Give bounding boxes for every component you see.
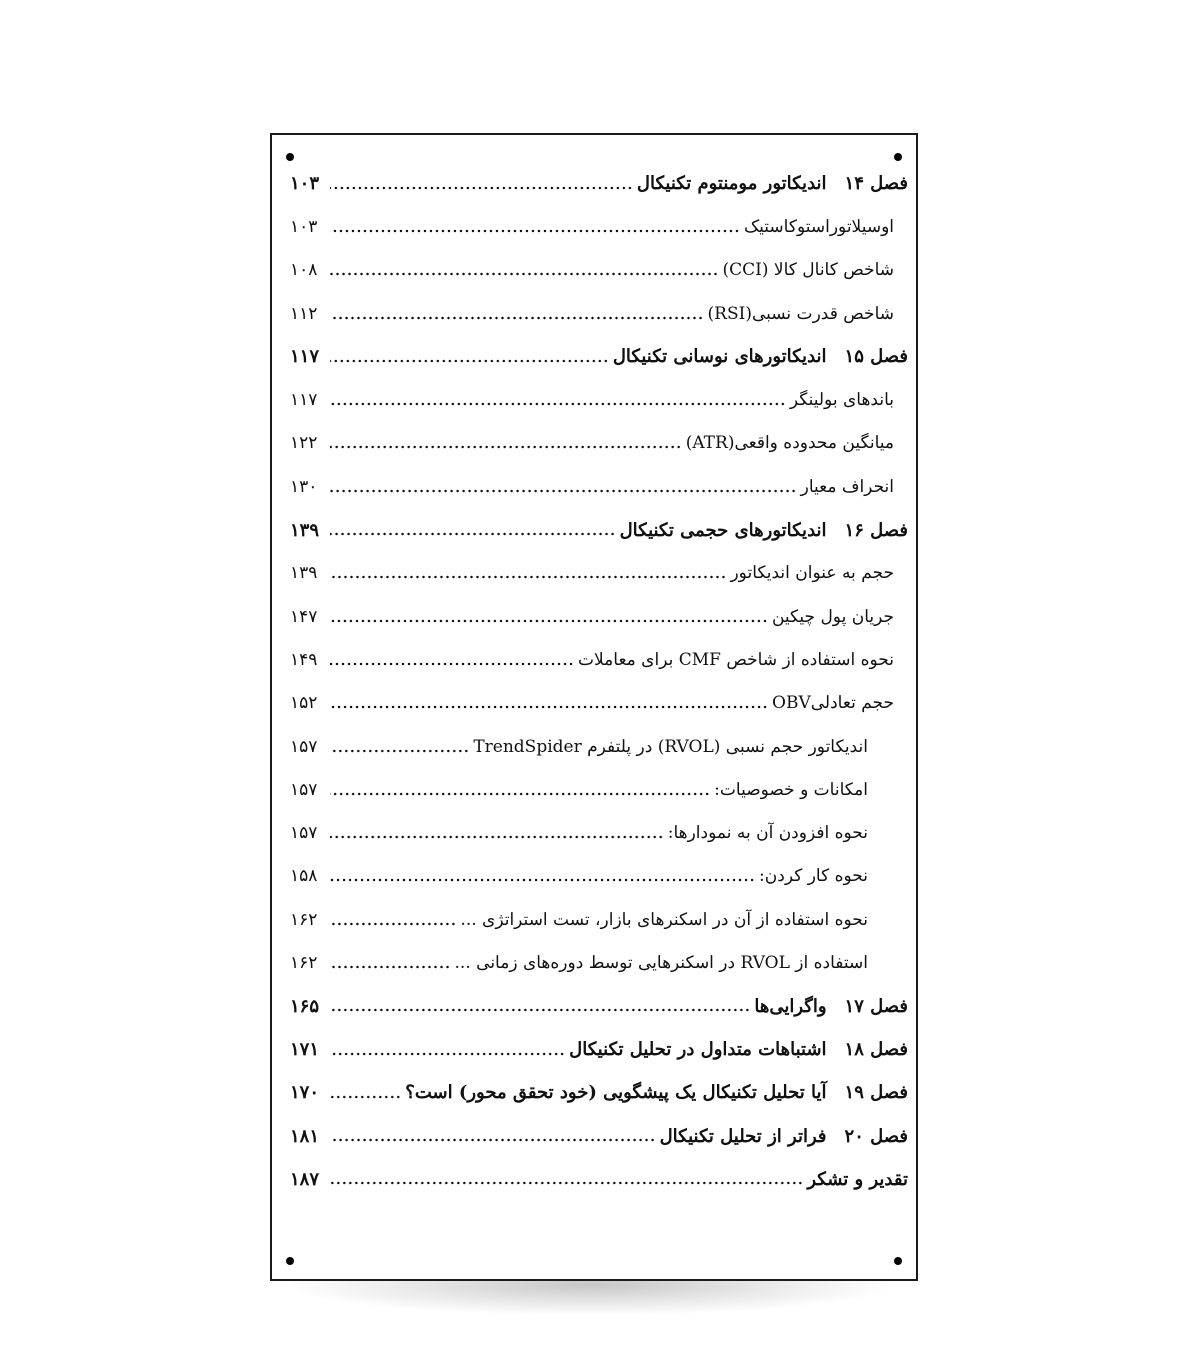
toc-section-entry (290, 898, 910, 941)
toc-chapter-label: فصل ۱۸ (844, 1039, 908, 1061)
toc-entry-text (730, 563, 894, 583)
toc-entry-text (620, 520, 908, 541)
toc-dot-leader (330, 696, 768, 710)
toc-entry-title: اندیکاتورهای نوسانی تکنیکال (612, 346, 827, 368)
toc-page-number: ۱۸۷ (290, 1168, 320, 1190)
toc-page-number: ۱۸۱ (290, 1125, 320, 1147)
toc-chapter-label: فصل ۱۶ (844, 519, 908, 541)
toc-entry-text (660, 1126, 908, 1147)
toc-page (270, 133, 918, 1281)
toc-entry-title: اشتباهات متداول در تحلیل تکنیکال (569, 1039, 827, 1061)
toc-page-number: ۱۳۹ (290, 563, 318, 584)
toc-page-number: ۱۵۲ (290, 693, 318, 714)
toc-page-number: ۱۷۰ (290, 1082, 320, 1104)
toc-page-number: ۱۳۰ (290, 476, 318, 497)
toc-entry-title: شاخص قدرت نسبی(RSI) (707, 303, 894, 324)
toc-entry-title: نحوه افزودن آن به نمودارها: (667, 823, 868, 844)
toc-page-number: ۱۴۷ (290, 606, 318, 627)
toc-entry-text (807, 1169, 908, 1190)
toc-page-number: ۱۵۸ (290, 866, 318, 887)
corner-dot-icon (286, 153, 294, 161)
toc-entry-title: واگرایی‌ها (754, 995, 827, 1017)
toc-entry-text (578, 650, 894, 670)
toc-chapter-entry (290, 1071, 910, 1114)
toc-page-number: ۱۵۷ (290, 736, 318, 757)
toc-entry-title: نحوه استفاده از شاخص CMF برای معاملات (578, 649, 894, 670)
toc-dot-leader (330, 480, 797, 494)
toc-entry-text (759, 866, 868, 886)
toc-entry-text (772, 693, 894, 713)
toc-dot-leader (330, 783, 710, 797)
toc-entry-text (473, 737, 868, 757)
toc-entry-text (801, 477, 894, 497)
toc-entry-text (613, 346, 908, 367)
toc-entry-text (455, 953, 868, 973)
toc-dot-leader (330, 566, 726, 580)
toc-section-entry (290, 552, 910, 595)
toc-section-entry (290, 249, 910, 292)
toc-entry-title: باندهای بولینگر (789, 390, 894, 411)
toc-section-entry (290, 292, 910, 335)
toc-entry-text (754, 996, 908, 1017)
toc-page-number: ۱۰۳ (290, 173, 320, 195)
toc-dot-leader (330, 220, 740, 234)
toc-entry-title: جریان پول چیکین (771, 606, 894, 627)
toc-page-number: ۱۵۷ (290, 779, 318, 800)
corner-dot-icon (286, 1257, 294, 1265)
toc-entry-title: فراتر از تحلیل تکنیکال (659, 1125, 827, 1147)
toc-page-number: ۱۱۷ (290, 346, 320, 368)
toc-page-number: ۱۷۱ (290, 1039, 320, 1061)
toc-entry-text (405, 1082, 908, 1103)
toc-entry-title: حجم به عنوان اندیکاتور (730, 563, 894, 584)
toc-dot-leader (330, 999, 750, 1013)
toc-entry-title: نحوه استفاده از آن در اسکنرهای بازار، تست استراتژی ... (460, 909, 868, 930)
toc-entry-title: امکانات و خصوصیات: (714, 779, 868, 800)
toc-section-entry (290, 855, 910, 898)
toc-chapter-entry (290, 1115, 910, 1158)
toc-entry-text (686, 433, 894, 453)
toc-entry-text (744, 217, 894, 237)
toc-dot-leader (330, 913, 456, 927)
toc-page-number: ۱۲۲ (290, 433, 318, 454)
toc-entry-text (668, 823, 868, 843)
toc-entry-title: اندیکاتورهای حجمی تکنیکال (619, 519, 827, 541)
toc-section-entry (290, 768, 910, 811)
toc-chapter-label: فصل ۱۹ (844, 1082, 908, 1104)
toc-entry-title: حجم تعادلیOBV (772, 693, 894, 714)
toc-entry-title: نحوه کار کردن: (759, 866, 868, 887)
toc-entry-text (772, 607, 894, 627)
toc-entry-title: استفاده از RVOL در اسکنرهایی توسط دوره‌های زمانی ... (454, 952, 868, 973)
toc-page-number: ۱۶۵ (290, 995, 320, 1017)
toc-entry-text (569, 1039, 908, 1060)
toc-page-number: ۱۴۹ (290, 649, 318, 670)
toc-entry-text (714, 780, 868, 800)
toc-dot-leader (330, 523, 616, 537)
toc-entry-title: آیا تحلیل تکنیکال یک پیشگویی (خود تحقق محور) است؟ (405, 1082, 827, 1104)
toc-entry-text (637, 173, 908, 194)
toc-page-number: ۱۱۲ (290, 303, 318, 324)
toc-page-number: ۱۵۷ (290, 823, 318, 844)
toc-entry-title: اندیکاتور حجم نسبی (RVOL) در پلتفرم TrendSpider (473, 736, 868, 757)
toc-dot-leader (330, 610, 768, 624)
toc-dot-leader (330, 869, 755, 883)
toc-chapter-label: فصل ۱۷ (844, 995, 908, 1017)
toc-chapter-entry (290, 335, 910, 378)
toc-entry-text (460, 910, 868, 930)
corner-dot-icon (894, 1257, 902, 1265)
toc-section-entry (290, 638, 910, 681)
toc-dot-leader (330, 653, 574, 667)
toc-page-number: ۱۳۹ (290, 519, 320, 541)
toc-dot-leader (330, 1086, 401, 1100)
toc-section-entry (290, 725, 910, 768)
toc-entry-title: شاخص کانال کالا (CCI) (722, 260, 894, 281)
toc-entry-title: اوسیلاتوراستوکاستیک (743, 216, 894, 237)
toc-dot-leader (330, 1043, 565, 1057)
toc-page-number: ۱۶۲ (290, 909, 318, 930)
toc-page-number: ۱۱۷ (290, 390, 318, 411)
toc-chapter-entry (290, 985, 910, 1028)
toc-chapter-entry (290, 162, 910, 205)
toc-dot-leader (330, 436, 682, 450)
toc-page-number: ۱۶۲ (290, 952, 318, 973)
toc-section-entry (290, 378, 910, 421)
toc-dot-leader (330, 177, 633, 191)
toc-entry-text (708, 304, 894, 324)
toc-entry-title: انحراف معیار (800, 476, 894, 497)
toc-dot-leader (330, 307, 704, 321)
toc-section-entry (290, 811, 910, 854)
corner-dot-icon (894, 153, 902, 161)
toc-chapter-entry (290, 1028, 910, 1071)
toc-section-entry (290, 205, 910, 248)
toc-dot-leader (330, 956, 451, 970)
toc-chapter-entry (290, 508, 910, 551)
toc-chapter-label: فصل ۱۴ (844, 173, 908, 195)
toc-dot-leader (330, 350, 609, 364)
toc-dot-leader (330, 1129, 656, 1143)
toc-entry-text (790, 390, 894, 410)
toc-page-number: ۱۰۳ (290, 216, 318, 237)
toc-chapter-entry (290, 1158, 910, 1201)
toc-section-entry (290, 941, 910, 984)
toc-page-number: ۱۰۸ (290, 260, 318, 281)
table-of-contents (290, 162, 910, 1201)
toc-dot-leader (330, 393, 786, 407)
toc-entry-text (723, 260, 894, 280)
toc-dot-leader (330, 826, 664, 840)
toc-section-entry (290, 682, 910, 725)
toc-chapter-label: فصل ۲۰ (844, 1125, 908, 1147)
toc-section-entry (290, 465, 910, 508)
toc-entry-title: تقدیر و تشکر (807, 1168, 908, 1190)
toc-chapter-label: فصل ۱۵ (844, 346, 908, 368)
toc-dot-leader (330, 1172, 803, 1186)
toc-section-entry (290, 422, 910, 465)
toc-dot-leader (330, 740, 469, 754)
toc-entry-title: میانگین محدوده واقعی(ATR) (685, 433, 894, 454)
toc-dot-leader (330, 263, 719, 277)
toc-section-entry (290, 595, 910, 638)
toc-entry-title: اندیکاتور مومنتوم تکنیکال (636, 173, 827, 195)
